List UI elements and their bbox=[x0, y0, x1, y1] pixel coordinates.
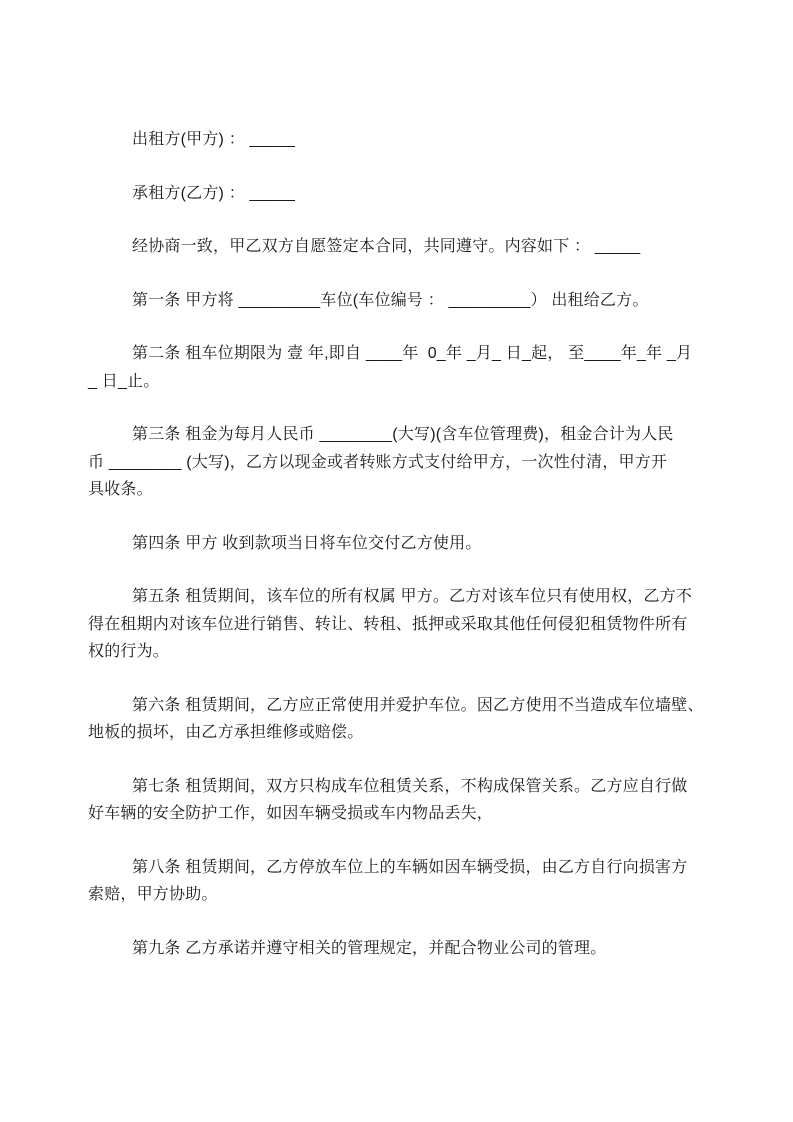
contract-line: 权的行为。 bbox=[88, 643, 170, 660]
contract-line: 得在租期内对该车位进行销售、转让、转租、抵押或采取其他任何侵犯租赁物件所有 bbox=[88, 615, 688, 633]
contract-paragraph bbox=[88, 854, 705, 909]
contract-line: 好车辆的安全防护工作，如因车辆受损或车内物品丢失， bbox=[88, 805, 494, 822]
contract-line: 币 ________ (大写)，乙方以现金或者转账方式支付给甲方，一次性付清，甲方开 bbox=[88, 453, 668, 471]
contract-line: 第三条 租金为每月人民币 ________(大写)(含车位管理费)，租金合计为人民 bbox=[132, 426, 674, 443]
contract-paragraph bbox=[88, 935, 705, 963]
contract-paragraph bbox=[88, 773, 705, 828]
contract-paragraph bbox=[88, 233, 705, 261]
contract-line: 第九条 乙方承诺并遵守相关的管理规定，并配合物业公司的管理。 bbox=[132, 939, 607, 957]
contract-line: 具收条。 bbox=[88, 481, 153, 498]
contract-paragraph bbox=[88, 180, 705, 208]
contract-line: 第二条 租车位期限为 壹 年,即自 ____年 0_年 _月_ 日_起， 至____年_年 _月 bbox=[132, 345, 693, 362]
contract-line: _ 日_止。 bbox=[88, 372, 160, 390]
contract-line: 第五条 租赁期间，该车位的所有权属 甲方。乙方对该车位只有使用权，乙方不 bbox=[132, 588, 693, 605]
contract-line: 承租方(乙方) ： _____ bbox=[132, 184, 296, 202]
contract-line: 第八条 租赁期间，乙方停放车位上的车辆如因车辆受损，由乙方自行向损害方 bbox=[132, 858, 688, 876]
contract-paragraph bbox=[88, 530, 705, 558]
contract-paragraph bbox=[88, 583, 705, 666]
contract-paragraph bbox=[88, 340, 705, 395]
contract-paragraph bbox=[88, 126, 705, 154]
contract-line: 第七条 租赁期间，双方只构成车位租赁关系，不构成保管关系。乙方应自行做 bbox=[132, 777, 688, 795]
contract-line: 经协商一致，甲乙双方自愿签定本合同，共同遵守。内容如下 ： _____ bbox=[132, 238, 641, 255]
contract-line: 第六条 租赁期间，乙方应正常使用并爱护车位。因乙方使用不当造成车位墙壁、 bbox=[132, 696, 704, 714]
contract-paragraph bbox=[88, 287, 705, 315]
contract-line: 第一条 甲方将 _________车位(车位编号 ： _________） 出租给乙方。 bbox=[132, 291, 649, 309]
contract-line: 地板的损坏，由乙方承担维修或赔偿。 bbox=[88, 724, 364, 741]
contract-line: 第四条 甲方 收到款项当日将车位交付乙方使用。 bbox=[132, 534, 482, 552]
contract-line: 出租方(甲方) ： _____ bbox=[132, 131, 296, 148]
contract-paragraph bbox=[88, 692, 705, 747]
contract-paragraph bbox=[88, 421, 705, 504]
contract-line: 索赔，甲方协助。 bbox=[88, 886, 218, 903]
